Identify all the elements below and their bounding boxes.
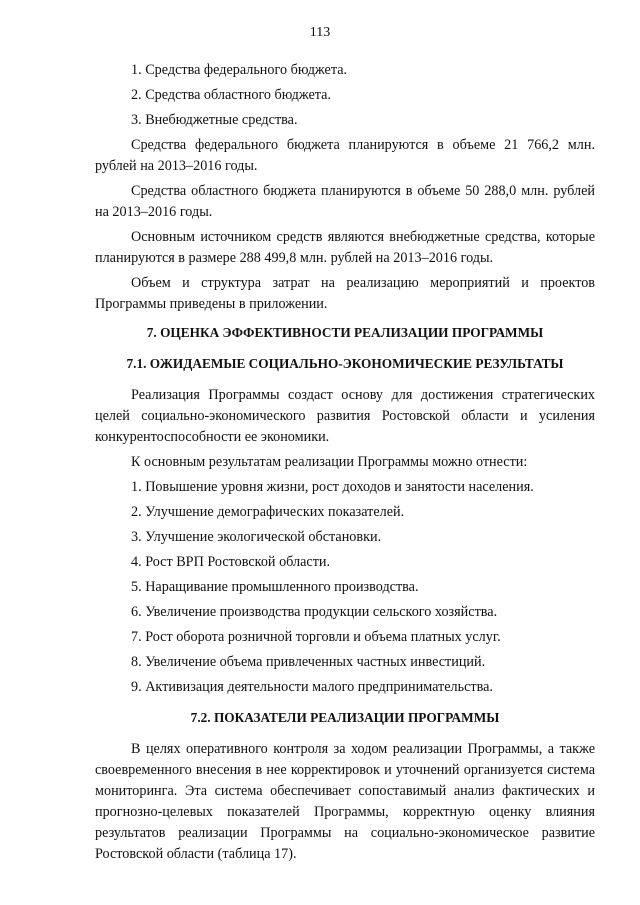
result-item: 1. Повышение уровня жизни, рост доходов и занятости населения. — [131, 479, 534, 495]
result-item: 9. Активизация деятельности малого предпринимательства. — [131, 679, 493, 695]
extrabudgetary-paragraph: Основным источником средств являются внебюджетные средства, которые планируются в размере 288 499,8 млн. рублей на 2013–2016 годы. — [95, 229, 595, 266]
funding-source-item: 2. Средства областного бюджета. — [131, 87, 331, 103]
section-7-1-heading: 7.1. ОЖИДАЕМЫЕ СОЦИАЛЬНО-ЭКОНОМИЧЕСКИЕ РЕЗУЛЬТАТЫ — [126, 356, 564, 371]
section-7-1-intro: Реализация Программы создаст основу для достижения стратегических целей социально-экономического развития Ростовской области и усиления конкурентоспособности ее экономики. — [95, 387, 595, 445]
section-7-2-paragraph: В целях оперативного контроля за ходом реализации Программы, а также своевременного внесения в нее корректировок и уточнений организуется система мониторинга. Эта система обеспечивает сопоставимый анализ фактических и прогнозно-целевых показателей Программы, корректную оценку влияния результатов реализации Программы на социально-экономическое развитие Ростовской области (таблица 17). — [95, 741, 595, 862]
result-item: 6. Увеличение производства продукции сельского хозяйства. — [131, 604, 498, 620]
result-item: 7. Рост оборота розничной торговли и объема платных услуг. — [131, 629, 501, 645]
result-item: 8. Увеличение объема привлеченных частных инвестиций. — [131, 654, 486, 670]
result-item: 5. Наращивание промышленного производства. — [131, 579, 419, 595]
funding-source-item: 3. Внебюджетные средства. — [131, 112, 298, 128]
cost-structure-paragraph: Объем и структура затрат на реализацию мероприятий и проектов Программы приведены в приложении. — [95, 275, 595, 312]
result-item: 4. Рост ВРП Ростовской области. — [131, 554, 331, 570]
page-number: 113 — [309, 25, 331, 40]
result-item: 3. Улучшение экологической обстановки. — [131, 529, 382, 545]
page-content — [95, 60, 595, 869]
regional-budget-paragraph: Средства областного бюджета планируются в объеме 50 288,0 млн. рублей на 2013–2016 годы. — [95, 183, 595, 220]
result-item: 2. Улучшение демографических показателей. — [131, 504, 405, 520]
section-7-heading: 7. ОЦЕНКА ЭФФЕКТИВНОСТИ РЕАЛИЗАЦИИ ПРОГРАММЫ — [146, 325, 544, 340]
funding-source-item: 1. Средства федерального бюджета. — [131, 62, 348, 78]
section-7-1-lead: К основным результатам реализации Программы можно отнести: — [131, 454, 528, 470]
section-7-2-heading: 7.2. ПОКАЗАТЕЛИ РЕАЛИЗАЦИИ ПРОГРАММЫ — [190, 710, 500, 725]
federal-budget-paragraph: Средства федерального бюджета планируются в объеме 21 766,2 млн. рублей на 2013–2016 годы. — [95, 137, 595, 174]
